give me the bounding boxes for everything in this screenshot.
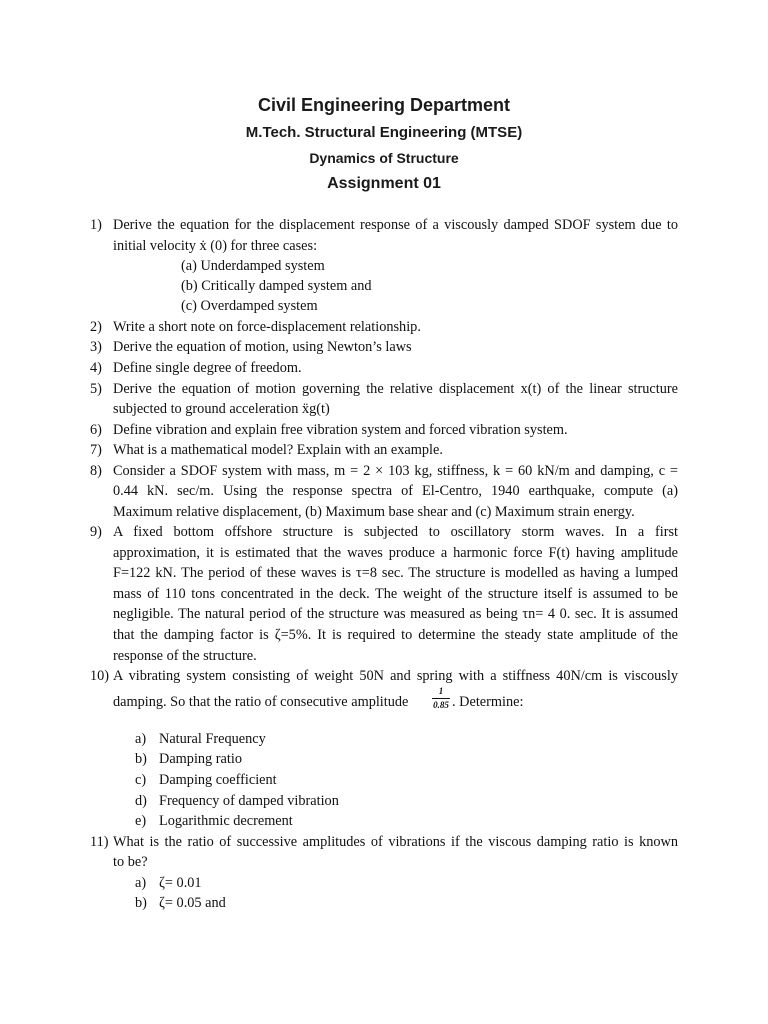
program-title: M.Tech. Structural Engineering (MTSE) bbox=[245, 124, 523, 141]
question-number: 4) bbox=[90, 360, 102, 376]
question-number: 1) bbox=[90, 217, 102, 233]
question-text: F=122 kN. The period of these waves is τ=8 sec. The structure is modelled as having a lumped bbox=[113, 565, 678, 581]
list-label: e) bbox=[135, 813, 147, 829]
question-text: A fixed bottom offshore structure is subjected to oscillatory storm waves. In a first bbox=[113, 524, 678, 540]
fraction-numerator: 1 bbox=[438, 686, 444, 696]
question-text: damping. So that the ratio of consecutive amplitude bbox=[113, 694, 409, 710]
course-title: Dynamics of Structure bbox=[309, 150, 459, 166]
question-text: subjected to ground acceleration ẍg(t) bbox=[113, 401, 330, 417]
list-label: d) bbox=[135, 793, 147, 809]
sub-item: (c) Overdamped system bbox=[181, 298, 318, 314]
question-text: that the damping factor is ζ=5%. It is required to determine the steady state amplitude of the bbox=[113, 627, 678, 643]
question-text: negligible. The natural period of the structure was measured as being τn= 4 0. sec. It is assumed bbox=[113, 606, 678, 622]
list-label: b) bbox=[135, 751, 147, 767]
question-number: 10) bbox=[90, 668, 110, 684]
list-label: a) bbox=[135, 731, 147, 747]
list-label: b) bbox=[135, 895, 147, 911]
question-text: Derive the equation of motion, using Newton’s laws bbox=[113, 339, 412, 355]
question-number: 3) bbox=[90, 339, 102, 355]
question-text: Derive the equation of motion governing the relative displacement x(t) of the linear structure bbox=[113, 381, 678, 397]
list-label: c) bbox=[135, 772, 147, 788]
question-text: What is the ratio of successive amplitudes of vibrations if the viscous damping ratio is known bbox=[113, 834, 678, 850]
question-text: initial velocity ẋ (0) for three cases: bbox=[113, 238, 318, 254]
list-item: ζ= 0.01 bbox=[159, 875, 202, 891]
question-text: Maximum relative displacement, (b) Maximum base shear and (c) Maximum strain energy. bbox=[113, 504, 635, 520]
list-item: ζ= 0.05 and bbox=[159, 895, 226, 911]
department-title: Civil Engineering Department bbox=[257, 95, 511, 115]
fraction-denominator: 0.85 bbox=[433, 700, 449, 710]
fraction-bar bbox=[432, 698, 450, 699]
question-text: Define vibration and explain free vibration system and forced vibration system. bbox=[113, 422, 568, 438]
list-item: Damping coefficient bbox=[159, 772, 277, 788]
question-number: 2) bbox=[90, 319, 102, 335]
assignment-title: Assignment 01 bbox=[327, 175, 441, 192]
question-text: Define single degree of freedom. bbox=[113, 360, 302, 376]
question-text: approximation, it is estimated that the waves produce a harmonic force F(t) having amplitude bbox=[113, 545, 678, 561]
question-number: 6) bbox=[90, 422, 102, 438]
list-item: Natural Frequency bbox=[159, 731, 266, 747]
question-number: 9) bbox=[90, 524, 102, 540]
question-number: 8) bbox=[90, 463, 102, 479]
list-item: Frequency of damped vibration bbox=[159, 793, 339, 809]
question-text: What is a mathematical model? Explain with an example. bbox=[113, 442, 443, 458]
sub-item: (a) Underdamped system bbox=[181, 258, 325, 274]
sub-item: (b) Critically damped system and bbox=[181, 278, 372, 294]
question-text: to be? bbox=[113, 854, 148, 870]
list-label: a) bbox=[135, 875, 147, 891]
question-text: Consider a SDOF system with mass, m = 2 × 103 kg, stiffness, k = 60 kN/m and damping, c = bbox=[113, 463, 678, 479]
question-text: 0.44 kN. sec/m. Using the response spectra of El-Centro, 1940 earthquake, compute (a) bbox=[113, 483, 678, 499]
question-number: 5) bbox=[90, 381, 102, 397]
question-number: 11) bbox=[90, 834, 109, 850]
question-text: . Determine: bbox=[452, 694, 524, 710]
question-text: Derive the equation for the displacement response of a viscously damped SDOF system due to bbox=[113, 217, 678, 233]
question-text: A vibrating system consisting of weight 50N and spring with a stiffness 40N/cm is viscously bbox=[113, 668, 678, 684]
question-number: 7) bbox=[90, 442, 102, 458]
question-text: response of the structure. bbox=[113, 648, 257, 664]
list-item: Logarithmic decrement bbox=[159, 813, 293, 829]
question-text: mass of 110 tons concentrated in the deck. The weight of the structure itself is assumed to be bbox=[113, 586, 678, 602]
question-text: Write a short note on force-displacement relationship. bbox=[113, 319, 421, 335]
list-item: Damping ratio bbox=[159, 751, 242, 767]
